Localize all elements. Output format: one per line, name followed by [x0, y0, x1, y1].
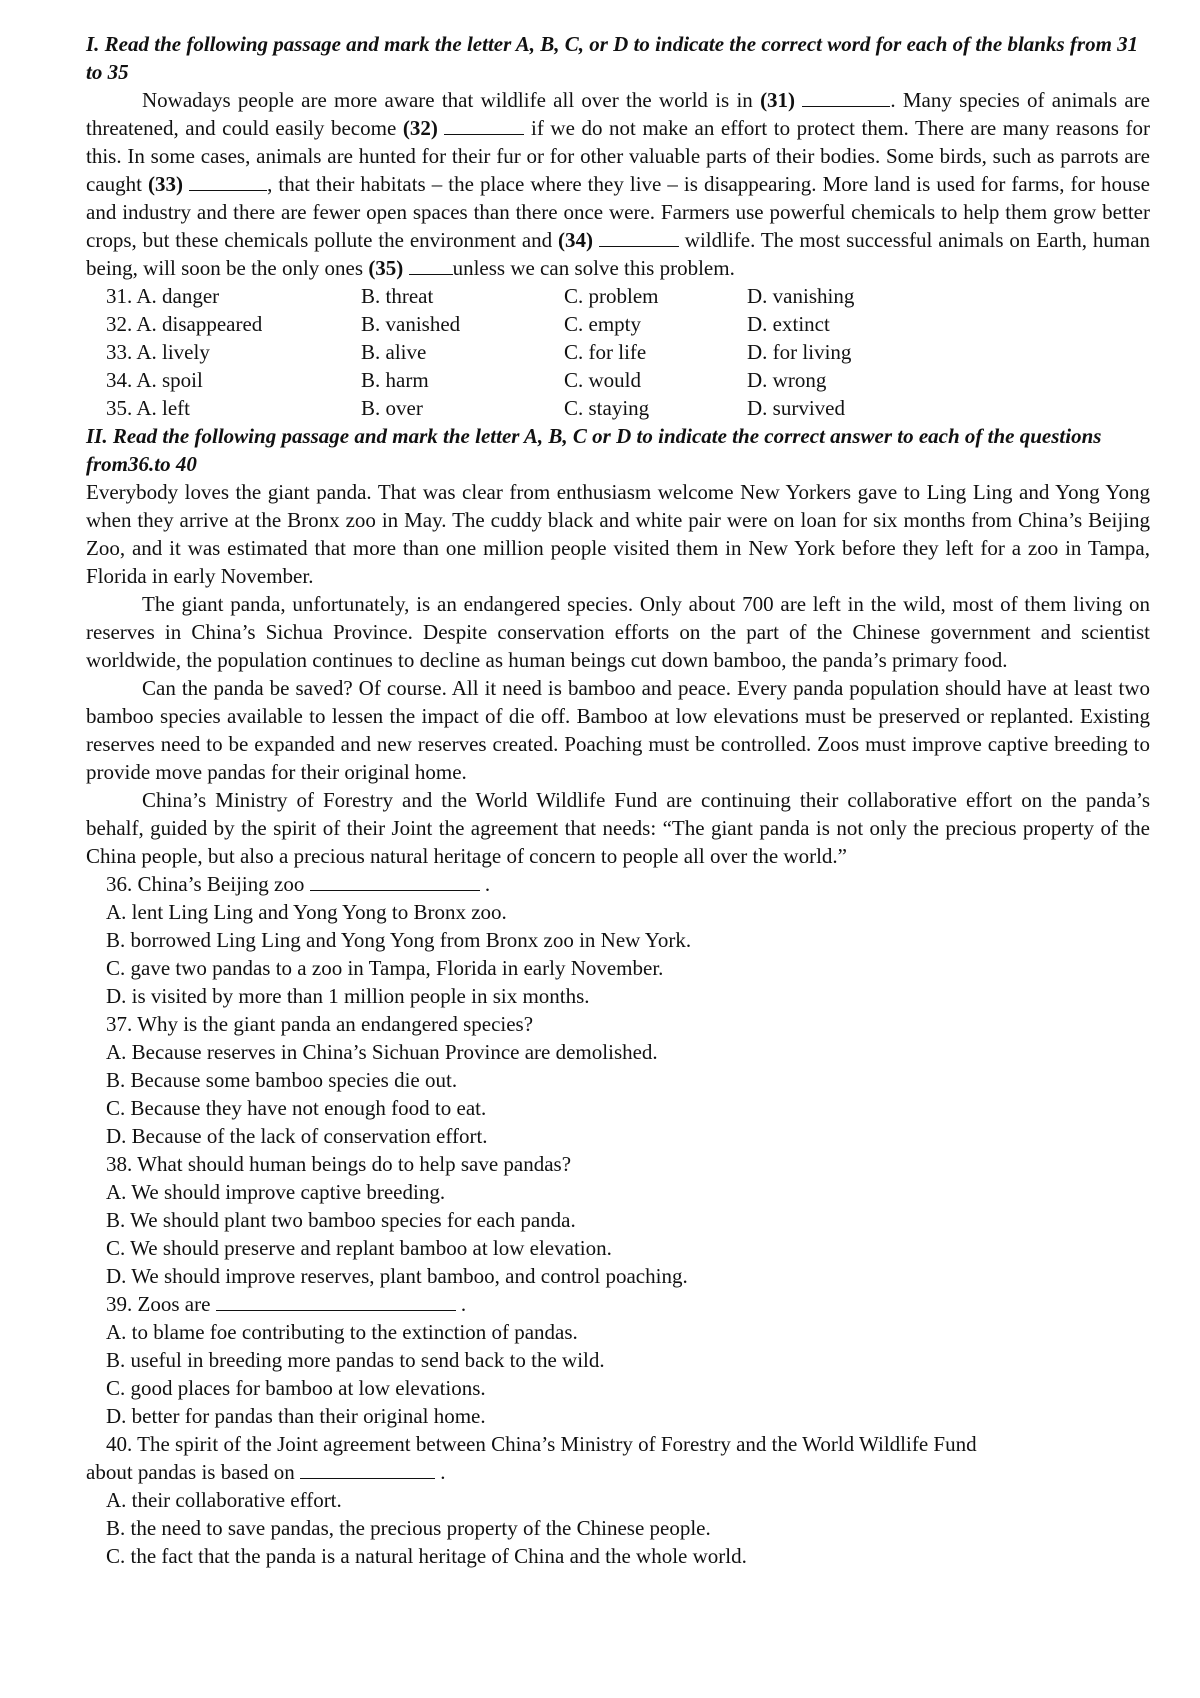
passage-text: unless we can solve this problem. [452, 256, 735, 280]
option-row-32 [106, 310, 1150, 338]
question-stem [106, 1290, 1150, 1318]
passage-text: , that their habitats – the place where they live – is disappearing. More land is used for farms, for house and industry and there are fewer open spaces than there once were. Farmers use powerful chemicals to help them grow better crops, but these chemicals pollute the environment and [86, 172, 1151, 252]
question-39 [106, 1290, 1150, 1430]
option-35-c[interactable]: C. staying [564, 396, 650, 420]
answer-39-c[interactable]: C. good places for bamboo at low elevations. [106, 1376, 486, 1400]
option-31-b[interactable]: B. threat [361, 284, 434, 308]
passage-text: Nowadays people are more aware that wildlife all over the world is in [142, 88, 753, 112]
option-32-a[interactable]: 32. A. disappeared [106, 312, 263, 336]
blank-33 [189, 172, 267, 191]
passage-text: if we do not make an effort to protect them. There are many reasons for this. In some cases, animals are hunted for their fur or for other valuable parts of their bodies. Some birds, such as parrots are caught [86, 116, 1151, 196]
answer-39-b[interactable]: B. useful in breeding more pandas to send back to the wild. [106, 1348, 605, 1372]
answer-40-b[interactable]: B. the need to save pandas, the precious property of the Chinese people. [106, 1516, 711, 1540]
blank-number-34: (34) [558, 228, 594, 252]
answer-37-c[interactable]: C. Because they have not enough food to eat. [106, 1096, 487, 1120]
answer-40-a[interactable]: A. their collaborative effort. [106, 1488, 342, 1512]
blank-number-32: (32) [402, 116, 438, 140]
answer-36-c[interactable]: C. gave two pandas to a zoo in Tampa, Florida in early November. [106, 956, 664, 980]
answer-37-b[interactable]: B. Because some bamboo species die out. [106, 1068, 458, 1092]
option-35-d[interactable]: D. survived [747, 396, 845, 420]
option-31-d[interactable]: D. vanishing [747, 284, 855, 308]
part1-heading: I. Read the following passage and mark the letter A, B, C, or D to indicate the correct word for each of the blanks from 31 to 35 [86, 32, 1139, 84]
question-38-stem: 38. What should human beings do to help save pandas? [106, 1152, 572, 1176]
option-32-c[interactable]: C. empty [564, 312, 641, 336]
answer-37-d[interactable]: D. Because of the lack of conservation effort. [106, 1124, 488, 1148]
option-31-c[interactable]: C. problem [564, 284, 659, 308]
option-33-c[interactable]: C. for life [564, 340, 647, 364]
option-33-d[interactable]: D. for living [747, 340, 852, 364]
option-32-d[interactable]: D. extinct [747, 312, 830, 336]
blank-35 [409, 256, 453, 275]
part2-paragraph-4: China’s Ministry of Forestry and the World Wildlife Fund are continuing their collaborative effort on the panda’s behalf, guided by the spirit of their Joint the agreement that needs: “The giant panda is not only the precious property of the China people, but also a precious natural heritage of concern to people all over the world.” [86, 788, 1150, 868]
question-38 [106, 1150, 1150, 1290]
question-39-tail: . [460, 1292, 467, 1316]
answer-37-a[interactable]: A. Because reserves in China’s Sichuan Province are demolished. [106, 1040, 658, 1064]
answer-39-d[interactable]: D. better for pandas than their original home. [106, 1404, 486, 1428]
option-33-a[interactable]: 33. A. lively [106, 340, 210, 364]
question-37-stem: 37. Why is the giant panda an endangered species? [106, 1012, 534, 1036]
option-33-b[interactable]: B. alive [361, 340, 427, 364]
blank-31 [802, 88, 890, 107]
question-40-stem-line2: about pandas is based on [86, 1460, 295, 1484]
option-34-d[interactable]: D. wrong [747, 368, 827, 392]
part2-paragraph-3: Can the panda be saved? Of course. All it need is bamboo and peace. Every panda population should have at least two bamboo species available to lessen the impact of die off. Bamboo at low elevations must be preserved or replanted. Existing reserves need to be expanded and new reserves created. Poaching must be controlled. Zoos must improve captive breeding to provide move pandas for their original home. [86, 676, 1150, 784]
option-35-b[interactable]: B. over [361, 396, 423, 420]
question-39-stem: 39. Zoos are [106, 1292, 211, 1316]
question-stem [106, 870, 1150, 898]
option-34-b[interactable]: B. harm [361, 368, 429, 392]
blank-number-35: (35) [368, 256, 404, 280]
option-row-31 [106, 282, 1150, 310]
question-36-stem: 36. China’s Beijing zoo [106, 872, 305, 896]
blank-32 [444, 116, 524, 135]
option-row-34 [106, 366, 1150, 394]
answer-blank-36 [310, 872, 480, 891]
part1-options [106, 282, 1150, 422]
option-32-b[interactable]: B. vanished [361, 312, 461, 336]
answer-38-c[interactable]: C. We should preserve and replant bamboo at low elevation. [106, 1236, 612, 1260]
part1-passage [86, 86, 1150, 282]
answer-blank-40 [300, 1460, 435, 1479]
question-40 [86, 1430, 1150, 1570]
option-34-c[interactable]: C. would [564, 368, 642, 392]
option-row-35 [106, 394, 1150, 422]
passage-text: wildlife. The most successful animals on Earth, human being, will soon be the only ones [86, 228, 1151, 280]
option-34-a[interactable]: 34. A. spoil [106, 368, 203, 392]
question-36 [106, 870, 1150, 1010]
part2-paragraph-2: The giant panda, unfortunately, is an endangered species. Only about 700 are left in the wild, most of them living on reserves in China’s Sichua Province. Despite conservation efforts on the part of the Chinese government and scientist worldwide, the population continues to decline as human beings cut down bamboo, the panda’s primary food. [86, 592, 1150, 672]
part2-heading: II. Read the following passage and mark the letter A, B, C or D to indicate the correct answer to each of the questions from36.to 40 [86, 424, 1102, 476]
answer-36-b[interactable]: B. borrowed Ling Ling and Yong Yong from Bronx zoo in New York. [106, 928, 692, 952]
answer-39-a[interactable]: A. to blame foe contributing to the extinction of pandas. [106, 1320, 578, 1344]
answer-36-d[interactable]: D. is visited by more than 1 million people in six months. [106, 984, 590, 1008]
option-31-a[interactable]: 31. A. danger [106, 284, 220, 308]
question-40-stem-line1: 40. The spirit of the Joint agreement between China’s Ministry of Forestry and the World Wildlife Fund [106, 1432, 977, 1456]
blank-34 [599, 228, 679, 247]
question-40-answers [106, 1486, 1150, 1570]
answer-blank-39 [216, 1292, 456, 1311]
option-35-a[interactable]: 35. A. left [106, 396, 190, 420]
answer-38-a[interactable]: A. We should improve captive breeding. [106, 1180, 446, 1204]
blank-number-31: (31) [760, 88, 796, 112]
answer-38-b[interactable]: B. We should plant two bamboo species for each panda. [106, 1208, 576, 1232]
passage-text: . Many species of animals are threatened, and could easily become [86, 88, 1150, 140]
question-36-tail: . [484, 872, 491, 896]
worksheet-page [86, 30, 1150, 1570]
answer-40-c[interactable]: C. the fact that the panda is a natural heritage of China and the whole world. [106, 1544, 747, 1568]
part2-paragraph-1: Everybody loves the giant panda. That was clear from enthusiasm welcome New Yorkers gave to Ling Ling and Yong Yong when they arrive at the Bronx zoo in May. The cuddy black and white pair were on loan for six months from China’s Beijing Zoo, and it was estimated that more than one million people visited them in New York before they left for a zoo in Tampa, Florida in early November. [86, 480, 1150, 588]
question-40-tail: . [440, 1460, 446, 1484]
option-row-33 [106, 338, 1150, 366]
answer-36-a[interactable]: A. lent Ling Ling and Yong Yong to Bronx zoo. [106, 900, 507, 924]
question-37 [106, 1010, 1150, 1150]
answer-38-d[interactable]: D. We should improve reserves, plant bamboo, and control poaching. [106, 1264, 688, 1288]
blank-number-33: (33) [148, 172, 184, 196]
